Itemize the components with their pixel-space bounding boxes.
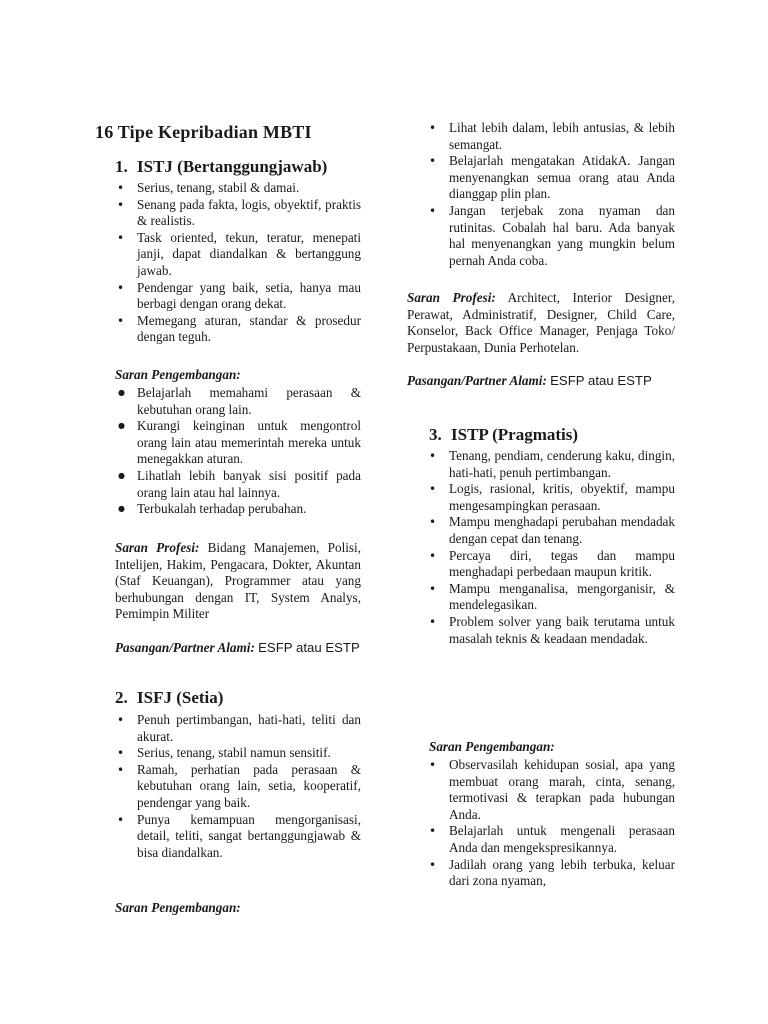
type-3-traits-list	[427, 448, 675, 647]
type-1-profesi	[115, 540, 361, 623]
type-3-title: ISTP (Pragmatis)	[451, 425, 579, 444]
list-item: • Serius, tenang, stabil namun sensitif.	[115, 745, 361, 762]
type-3-dev-list	[427, 757, 675, 890]
list-item: • Ramah, perhatian pada perasaan & kebutuhan orang lain, setia, kooperatif, pendengar yang baik.	[115, 762, 361, 812]
list-item: • Belajarlah mengatakan AtidakA. Jangan menyenangkan semua orang atau Anda dianggap plin plan.	[427, 153, 675, 203]
type-2-heading	[115, 687, 361, 709]
type-1-pasangan-label: Pasangan/Partner Alami:	[115, 640, 255, 655]
list-item: • Mampu menganalisa, mengorganisir, & mendelegasikan.	[427, 581, 675, 614]
type-2-dev-list	[427, 120, 675, 269]
list-item: • Jangan terjebak zona nyaman dan rutinitas. Cobalah hal baru. Ada banyak hal menyenangkan yang mungkin belum pernah Anda coba.	[427, 203, 675, 269]
list-item: • Task oriented, tekun, teratur, menepati janji, dapat diandalkan & bertanggung jawab.	[115, 230, 361, 280]
type-3-number: 3.	[429, 425, 442, 444]
type-2-profesi-text: Architect, Interior Designer, Perawat, Administratif, Designer, Child Care, Konselor, Back Office Manager, Penjaga Toko/ Perpustakaan, Dunia Perhotelan.	[407, 290, 676, 355]
list-item: • Lihat lebih dalam, lebih antusias, & lebih semangat.	[427, 120, 675, 153]
type-1-traits-list	[115, 180, 361, 346]
list-item: ● Lihatlah lebih banyak sisi positif pada orang lain atau hal lainnya.	[115, 468, 361, 501]
list-item: • Problem solver yang baik terutama untuk masalah teknis & keadaan mendadak.	[427, 614, 675, 647]
list-item: ● Terbukalah terhadap perubahan.	[115, 501, 361, 518]
list-item: • Belajarlah untuk mengenali perasaan Anda dan mengekspresikannya.	[427, 823, 675, 856]
type-2-title: ISFJ (Setia)	[137, 688, 224, 707]
type-2-pasangan	[407, 373, 675, 390]
type-1-heading	[115, 156, 361, 178]
list-item: • Jadilah orang yang lebih terbuka, keluar dari zona nyaman,	[427, 857, 675, 890]
list-item: • Punya kemampuan mengorganisasi, detail, teliti, sangat bertanggungjawab & bisa diandalkan.	[115, 812, 361, 862]
type-1-number: 1.	[115, 157, 128, 176]
type-2-traits-list	[115, 712, 361, 861]
list-item: • Logis, rasional, kritis, obyektif, mampu mengesampingkan perasaan.	[427, 481, 675, 514]
list-item: • Serius, tenang, stabil & damai.	[115, 180, 361, 197]
list-item: • Memegang aturan, standar & prosedur dengan teguh.	[115, 313, 361, 346]
type-1-pasangan	[115, 640, 361, 657]
type-2-dev-label: Saran Pengembangan:	[115, 900, 241, 915]
type-1-title: ISTJ (Bertanggungjawab)	[137, 157, 328, 176]
type-2-profesi	[407, 290, 675, 356]
type-2-profesi-label: Saran Profesi:	[407, 290, 496, 305]
page-title: 16 Tipe Kepribadian MBTI	[95, 122, 312, 142]
list-item: • Mampu menghadapi perubahan mendadak dengan cepat dan tenang.	[427, 514, 675, 547]
list-item: • Penuh pertimbangan, hati-hati, teliti dan akurat.	[115, 712, 361, 745]
type-1-dev-list	[115, 385, 361, 518]
type-2-pasangan-text: ESFP atau ESTP	[550, 373, 652, 388]
list-item: • Observasilah kehidupan sosial, apa yang membuat orang marah, cinta, senang, termotivasi & terapkan pada hubungan Anda.	[427, 757, 675, 823]
list-item: • Senang pada fakta, logis, obyektif, praktis & realistis.	[115, 197, 361, 230]
type-2-number: 2.	[115, 688, 128, 707]
list-item: ● Kurangi keinginan untuk mengontrol orang lain atau memerintah mereka untuk menegakkan aturan.	[115, 418, 361, 468]
type-1-dev-label: Saran Pengembangan:	[115, 367, 241, 382]
list-item: ● Belajarlah memahami perasaan & kebutuhan orang lain.	[115, 385, 361, 418]
type-1-pasangan-text: ESFP atau ESTP	[258, 640, 360, 655]
list-item: • Tenang, pendiam, cenderung kaku, dingin, hati-hati, penuh pertimbangan.	[427, 448, 675, 481]
list-item: • Pendengar yang baik, setia, hanya mau berbagi dengan orang dekat.	[115, 280, 361, 313]
type-1-profesi-text: Bidang Manajemen, Polisi, Intelijen, Hakim, Pengacara, Dokter, Akuntan (Staf Keuangan), Programmer atau yang berhubungan dengan IT, System Analys, Pemimpin Militer	[115, 540, 361, 622]
type-1-profesi-label: Saran Profesi:	[115, 540, 200, 555]
type-3-dev-label: Saran Pengembangan:	[429, 739, 555, 754]
type-2-pasangan-label: Pasangan/Partner Alami:	[407, 373, 547, 388]
type-3-heading	[429, 424, 675, 446]
list-item: • Percaya diri, tegas dan mampu menghadapi perbedaan maupun kritik.	[427, 548, 675, 581]
